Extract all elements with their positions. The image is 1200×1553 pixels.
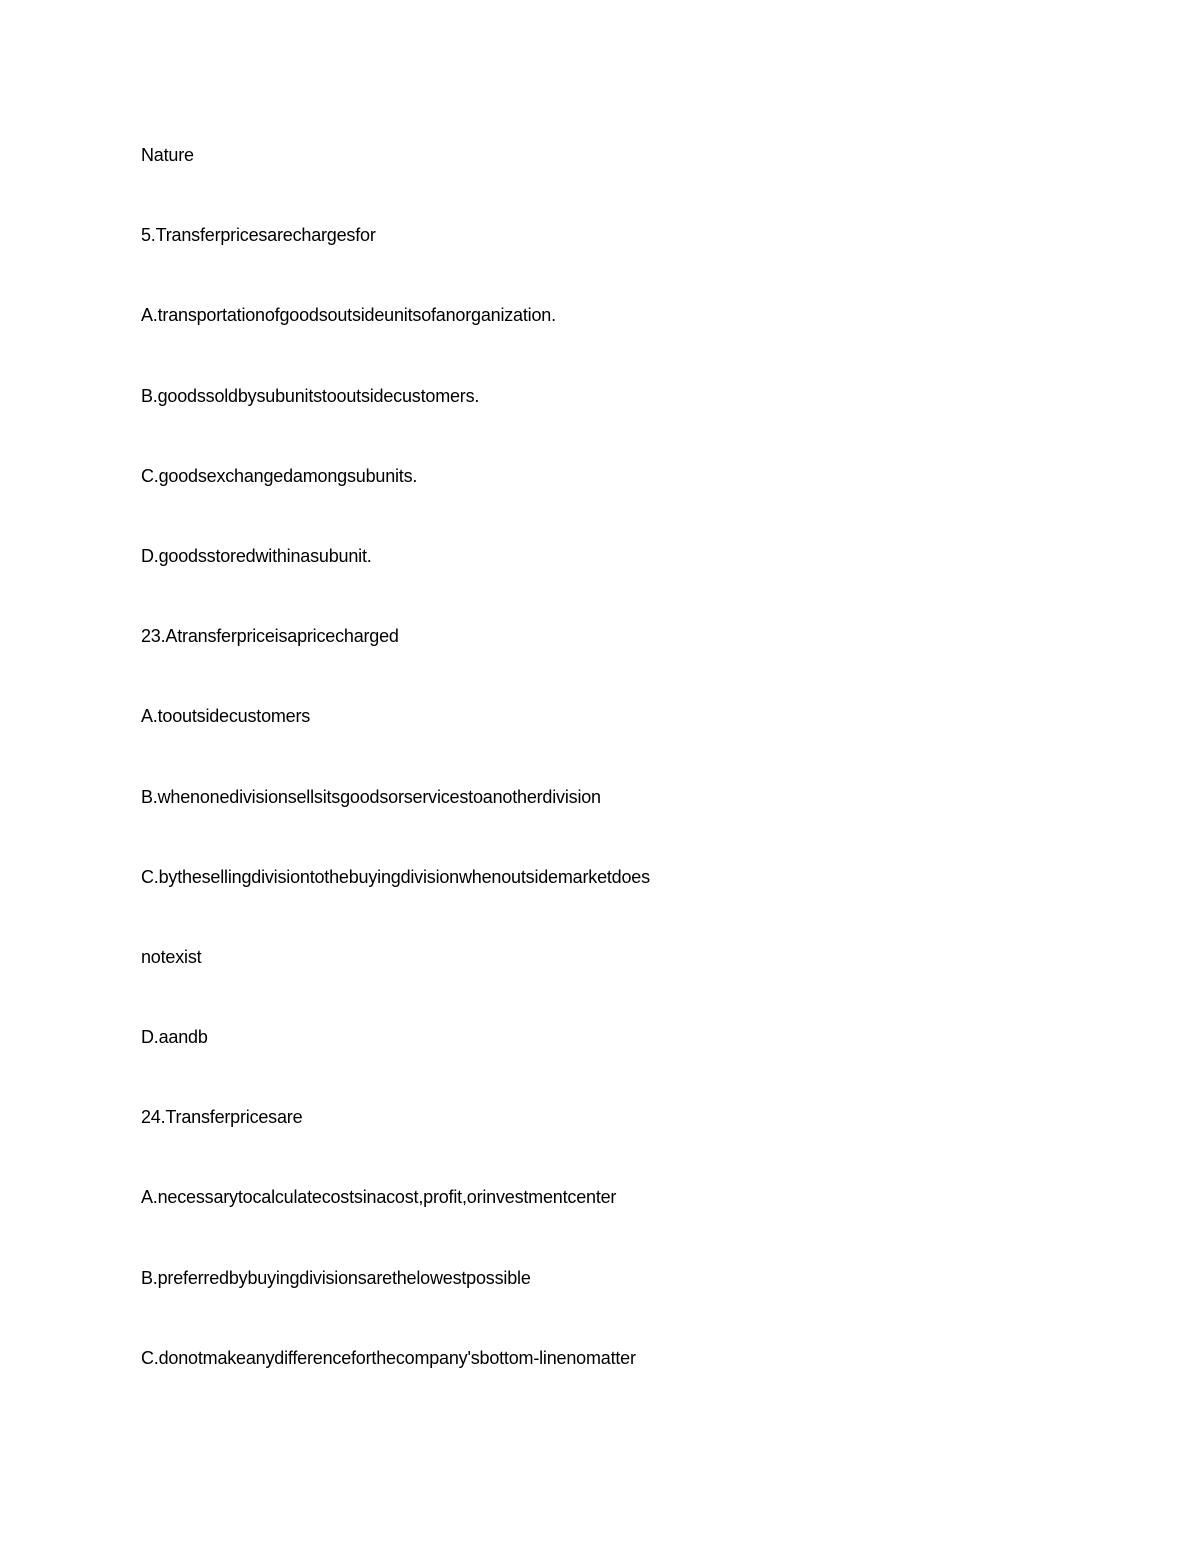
question-5-option-d: D.goodsstoredwithinasubunit.: [141, 545, 372, 566]
question-23-option-d: D.aandb: [141, 1027, 208, 1048]
question-5-option-b: B.goodssoldbysubunitstooutsidecustomers.: [141, 385, 480, 406]
question-23: 23.Atransferpriceisapricecharged: [141, 626, 399, 647]
question-23-option-b: B.whenonedivisionsellsitsgoodsorservicestoanotherdivision: [141, 786, 601, 807]
question-23-option-a: A.tooutsidecustomers: [141, 706, 311, 727]
section-heading: Nature: [141, 145, 194, 165]
question-23-option-c-continued: notexist: [141, 946, 202, 967]
question-5-option-c: C.goodsexchangedamongsubunits.: [141, 465, 418, 486]
question-24-option-c: C.donotmakeanydifferenceforthecompany'sbottom-linenomatter: [141, 1347, 636, 1368]
question-5: 5.Transferpricesarechargesfor: [141, 225, 376, 246]
question-24: 24.Transferpricesare: [141, 1107, 303, 1128]
question-23-option-c: C.bythesellingdivisiontothebuyingdivisionwhenoutsidemarketdoes: [141, 866, 650, 887]
document-body: [141, 142, 1121, 1425]
question-24-option-b: B.preferredbybuyingdivisionsarethelowestpossible: [141, 1267, 531, 1288]
question-24-option-a: A.necessarytocalculatecostsinacost,profit,orinvestmentcenter: [141, 1187, 617, 1208]
question-5-option-a: A.transportationofgoodsoutsideunitsofanorganization.: [141, 305, 556, 326]
